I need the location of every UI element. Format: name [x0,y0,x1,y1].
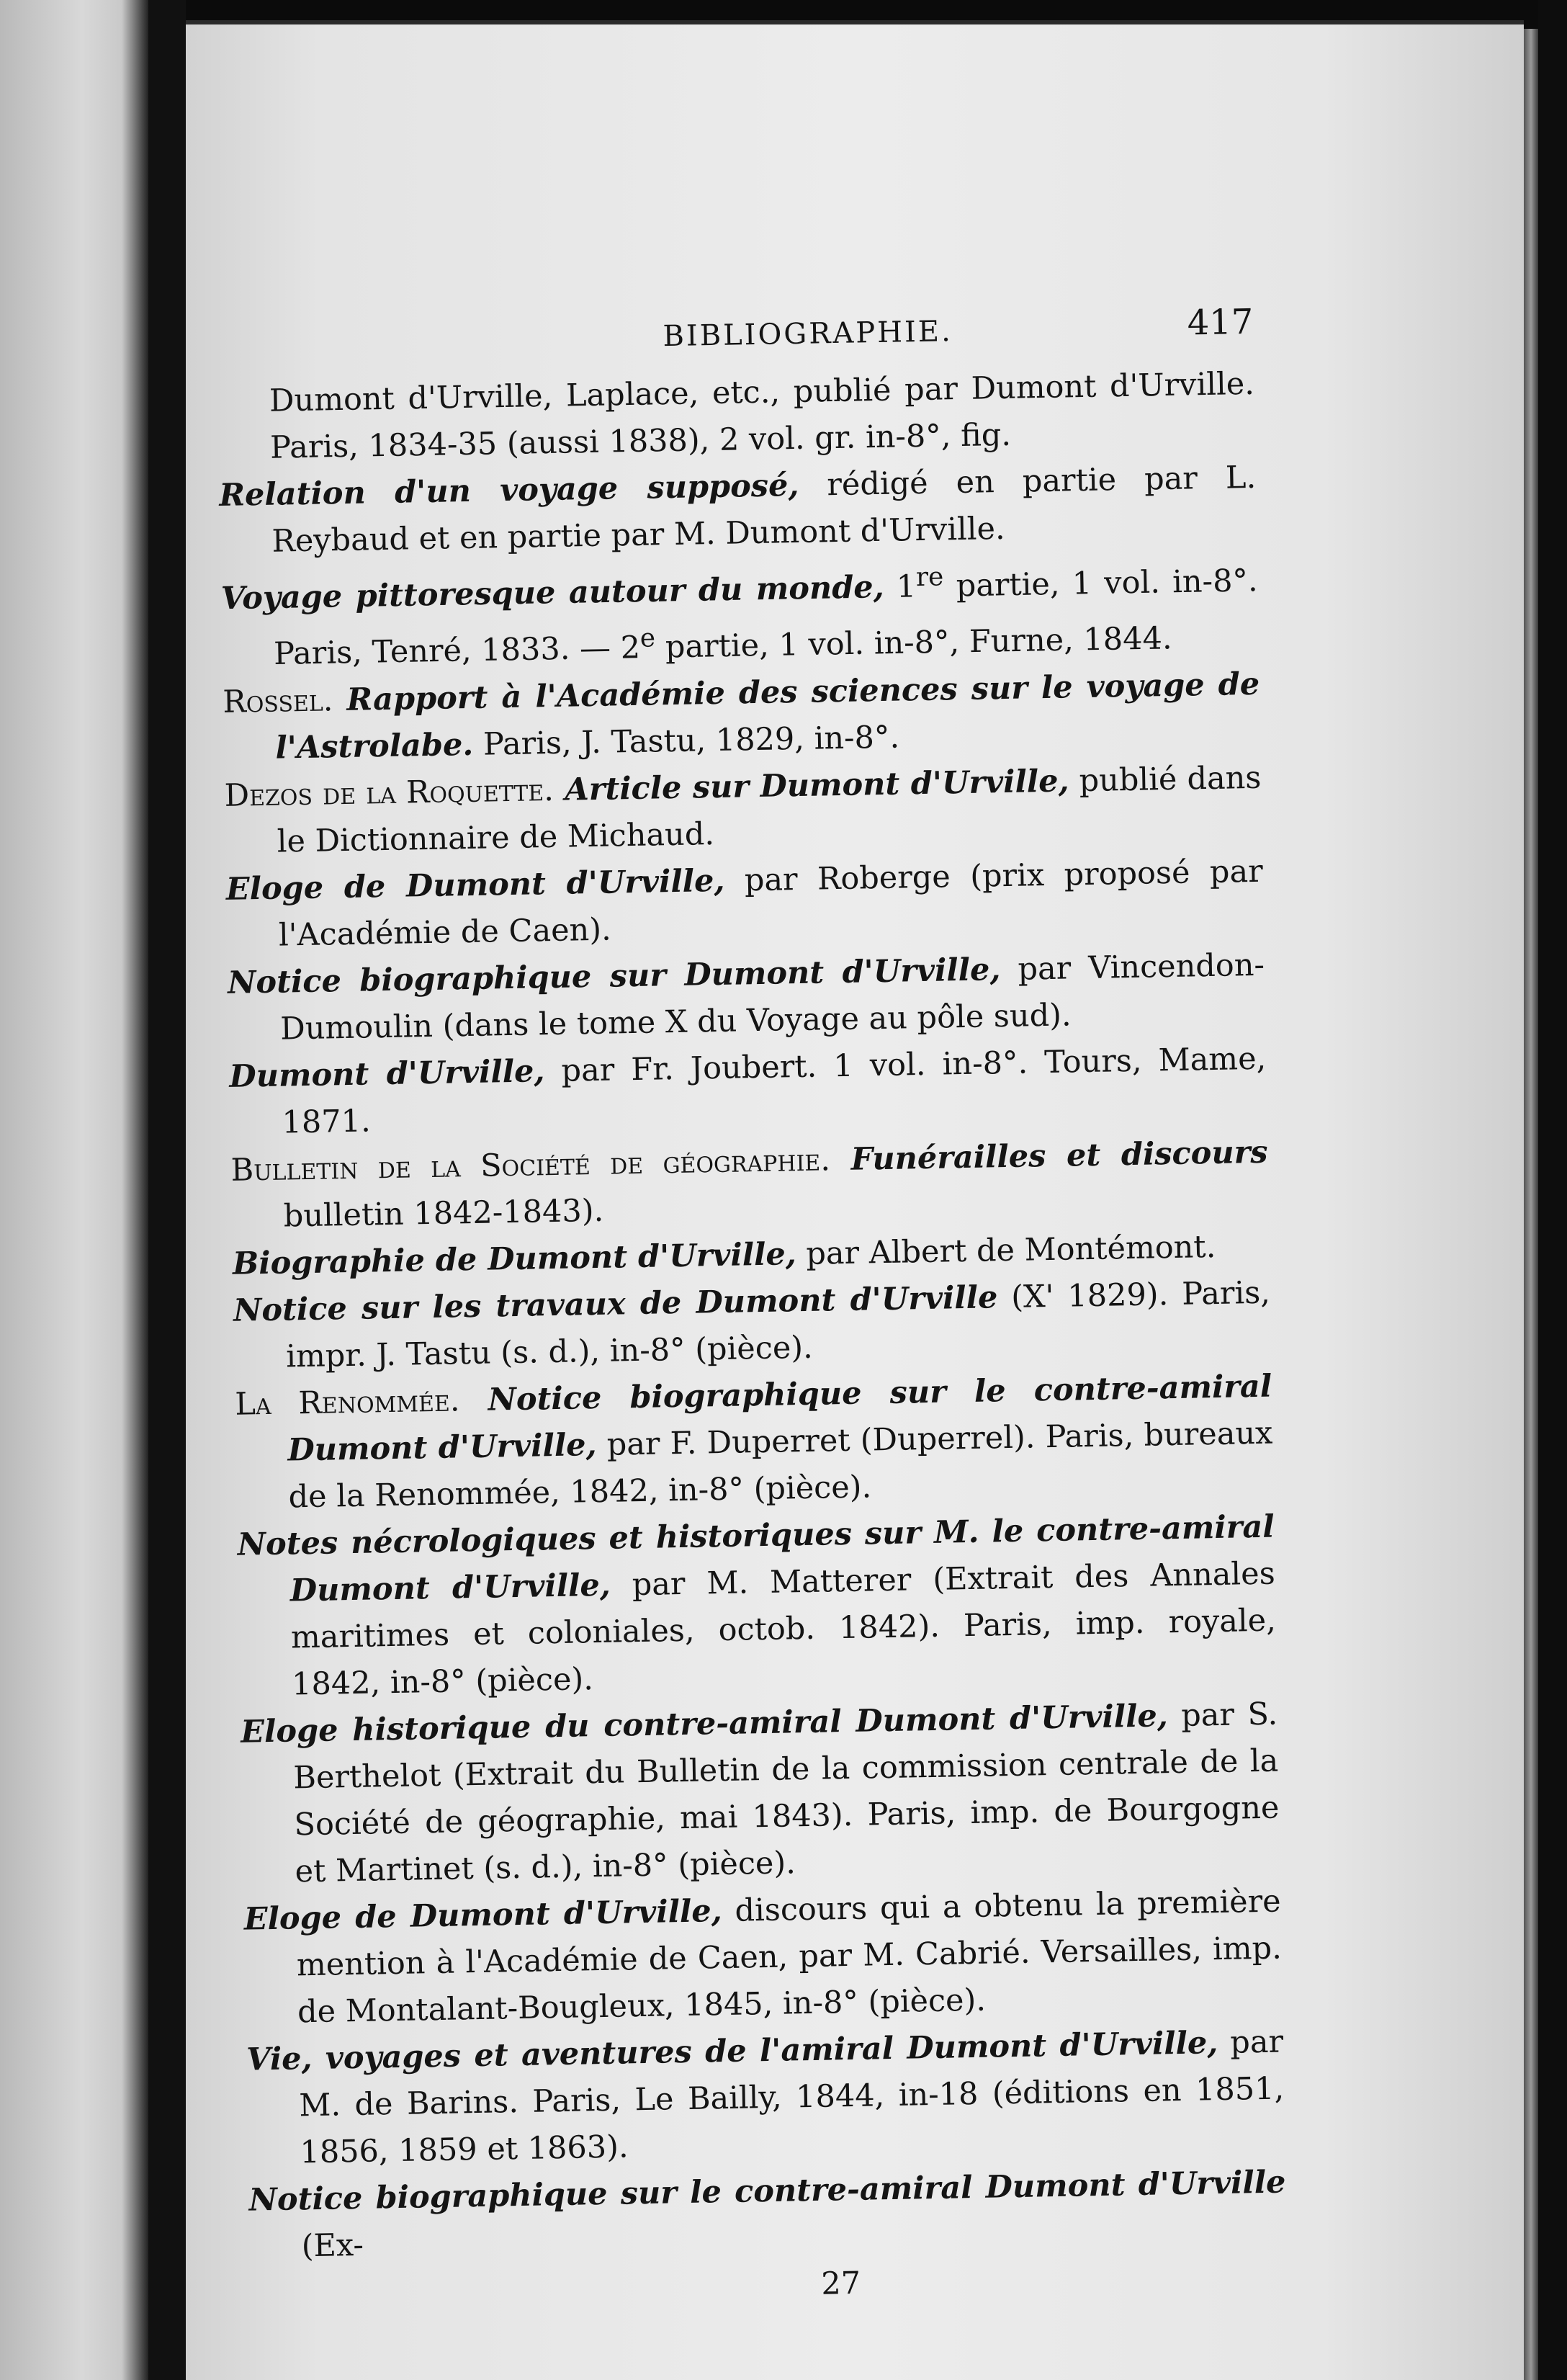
bibliography-entry: Eloge de Dumont d'Urville, par Roberge (prix proposé par l'Académie de Caen). [225,853,1264,954]
bibliography-entry: Notes nécrologiques et historiques sur M. le contre-amiral Dumont d'Urville, par M. Matterer (Extrait des Annales maritimes et coloniales, octob. 1842). Paris, imp. royale, 1842, in-8° (pièce). [237,1508,1277,1703]
bibliography-entry: Eloge historique du contre-amiral Dumont d'Urville, par S. Berthelot (Extrait du Bulletin de la commission centrale de la Société de géographie, mai 1843). Paris, imp. de Bourgogne et Martinet (s. d.), in-8° (pièce). [240,1696,1280,1890]
page-content [216,299,1288,2317]
bibliography-entry: Notice sur les travaux de Dumont d'Urville (X' 1829). Paris, impr. J. Tastu (s. d.), in-8° (pièce). [233,1274,1271,1375]
entry-author: Rossel. [222,681,333,720]
bibliography-entry: Notice biographique sur le contre-amiral Dumont d'Urville (Ex- [248,2164,1286,2264]
bibliography-entry: Voyage pittoresque autour du monde, 1re partie, 1 vol. in-8°. Paris, Tenré, 1833. — 2e partie, 1 vol. in-8°, Furne, 1844. [220,562,1259,673]
bibliography-entry: La Renommée. Notice biographique sur le contre-amiral Dumont d'Urville, par F. Duperret (Duperrel). Paris, bureaux de la Renommée, 1842, in-8° (pièce). [234,1368,1273,1516]
facing-page-edge [0,0,148,2380]
bibliography-entry: Rossel. Rapport à l'Académie des sciences sur le voyage de l'Astrolabe. Paris, J. Tastu, 1829, in-8°. [222,666,1260,766]
signature-mark: 27 [820,2265,861,2302]
bibliography-entry: Biographie de Dumont d'Urville, par Albert de Montémont. [232,1228,1216,1282]
bibliography-entry: Vie, voyages et aventures de l'amiral Dumont d'Urville, par M. de Barins. Paris, Le Bailly, 1844, in-18 (éditions en 1851, 1856, 1859 et 1863). [246,2023,1285,2171]
bibliography-entry: Notice biographique sur Dumont d'Urville, par Vincendon-Dumoulin (dans le tome X du Voyage au pôle sud). [227,947,1265,1047]
page-edge-right [1524,29,1538,2380]
entry-author: La Renommée. [234,1382,460,1423]
bibliography-entry: Bulletin de la Société de géographie. Funérailles et discours bulletin 1842-1843). [230,1134,1268,1235]
bibliography-entry: Dumont d'Urville, par Fr. Joubert. 1 vol. in-8°. Tours, Mame, 1871. [228,1040,1267,1141]
bibliography-entry: Dezos de la Roquette. Article sur Dumont d'Urville, publié dans le Dictionnaire de Michaud. [224,759,1262,860]
book-gutter [148,0,186,2380]
entry-author: Bulletin de la Société de géographie. [230,1141,831,1189]
bibliography-entry: Relation d'un voyage supposé, rédigé en partie par L. Reybaud et en partie par M. Dumont d'Urville. [218,459,1257,560]
entry-author: Dezos de la Roquette. [224,771,554,814]
bibliography-entry: Eloge de Dumont d'Urville, discours qui a obtenu la première mention à l'Académie de Caen, par M. Cabrié. Versailles, imp. de Montalant-Bougleux, 1845, in-8° (pièce). [243,1883,1283,2031]
scan-border [1538,0,1567,2380]
bibliography-entry-continued: Dumont d'Urville, Laplace, etc., publié par Dumont d'Urville. Paris, 1834-35 (aussi 1838), 2 vol. gr. in-8°, fig. [269,365,1255,466]
running-title: BIBLIOGRAPHIE. [663,315,953,354]
page-number: 417 [1187,301,1254,344]
